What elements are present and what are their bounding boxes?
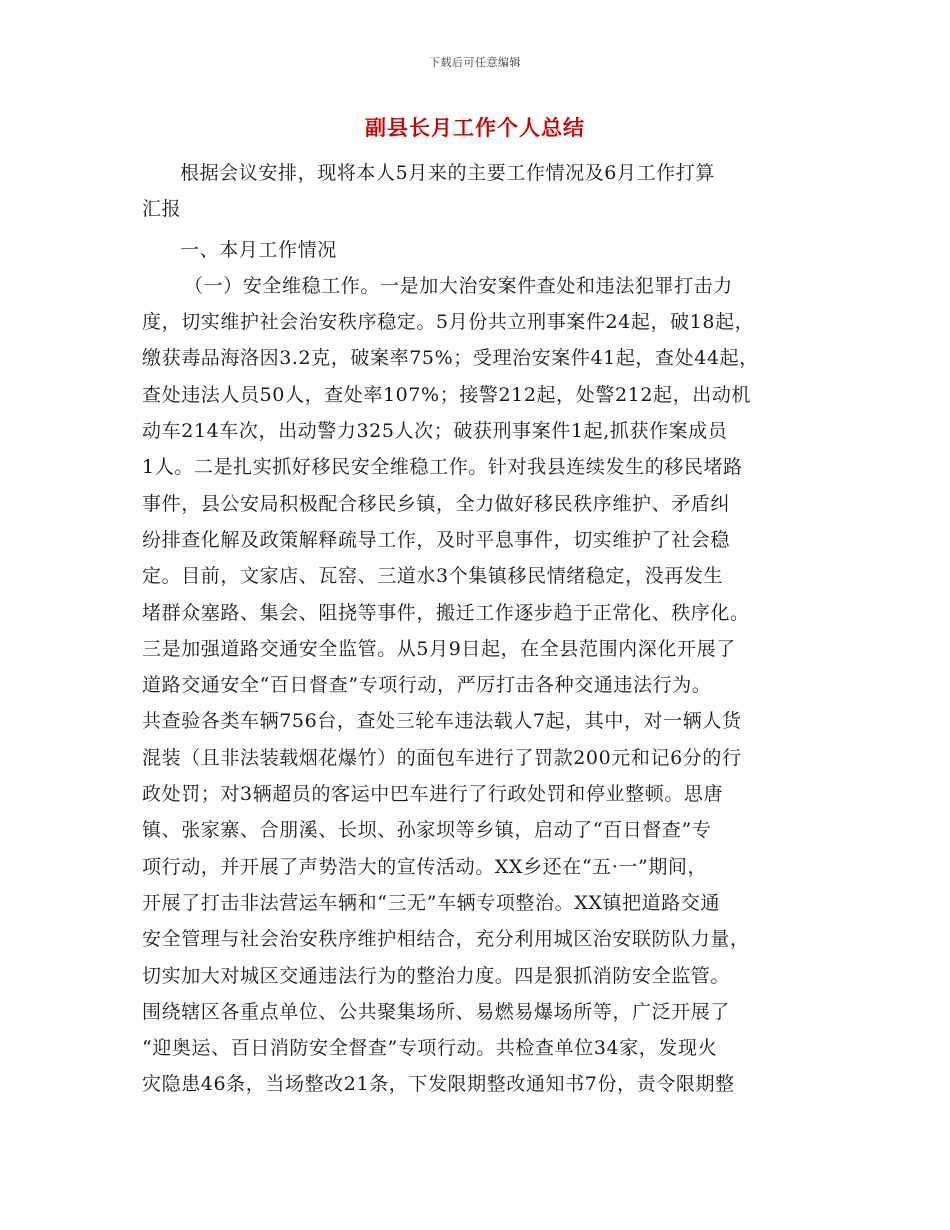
paragraph-line: 道路交通安全“百日督查”专项行动，严厉打击各种交通违法行为。 [142,674,712,697]
paragraph-line: 1人。二是扎实抓好移民安全维稳工作。针对我县连续发生的移民堵路 [142,456,743,479]
paragraph-line: 围绕辖区各重点单位、公共聚集场所、易燃易爆场所等，广泛开展了 [142,1000,731,1023]
header-note: 下载后可任意编辑 [429,56,521,69]
paragraph-line: “迎奥运、百日消防安全督查”专项行动。共检查单位34家，发现火 [142,1037,718,1060]
paragraph-line: 度，切实维护社会治安秩序稳定。5月份共立刑事案件24起，破18起， [142,311,755,334]
paragraph-line: 汇报 [142,198,182,221]
paragraph-line: 根据会议安排，现将本人5月来的主要工作情况及6月工作打算 [180,162,715,184]
document-title: 副县长月工作个人总结 [365,115,585,140]
paragraph-line: 查处违法人员50人，查处率107%；接警212起，处警212起，出动机 [142,383,752,406]
paragraph-line: 定。目前，文家店、瓦窑、三道水3个集镇移民情绪稳定，没再发生 [142,565,724,588]
paragraph-line: 镇、张家寨、合朋溪、长坝、孙家坝等乡镇，启动了“百日督查”专 [142,819,712,842]
paragraph-line: 堵群众塞路、集会、阻挠等事件，搬迁工作逐步趋于正常化、秩序化。 [142,601,750,624]
paragraph-line: 纷排查化解及政策解释疏导工作，及时平息事件，切实维护了社会稳 [142,528,731,551]
paragraph-line: 切实加大对城区交通违法行为的整治力度。四是狠抓消防安全监管。 [142,964,731,987]
document-body [142,155,808,1103]
paragraph-line: 混装（且非法装载烟花爆竹）的面包车进行了罚款200元和记6分的行 [142,746,742,769]
paragraph-line: 开展了打击非法营运车辆和“三无”车辆专项整治。XX镇把道路交通 [142,891,721,914]
section-heading: 一、本月工作情况 [180,238,337,261]
paragraph-line: （一）安全维稳工作。一是加大治安案件查处和违法犯罪打击力 [184,274,733,297]
paragraph-line: 政处罚；对3辆超员的客运中巴车进行了行政处罚和停业整顿。思唐 [142,783,724,806]
paragraph-line: 动车214车次，出动警力325人次；破获刑事案件1起,抓获作案成员 [142,420,728,443]
paragraph-line: 共查验各类车辆756台，查处三轮车违法载人7起，其中，对一辆人货 [142,710,742,733]
paragraph-line: 安全管理与社会治安秩序维护相结合，充分利用城区治安联防队力量， [142,928,750,951]
paragraph-line: 缴获毒品海洛因3.2克，破案率75%；受理治安案件41起，查处44起， [142,347,759,370]
paragraph-line: 三是加强道路交通安全监管。从5月9日起，在全县范围内深化开展了 [142,637,736,660]
paragraph-line: 项行动，并开展了声势浩大的宣传活动。XX乡还在“五·一”期间， [142,855,708,878]
paragraph-line: 事件，县公安局积极配合移民乡镇，全力做好移民秩序维护、矛盾纠 [142,492,731,515]
paragraph-line: 灾隐患46条，当场整改21条，下发限期整改通知书7份，责令限期整 [142,1073,735,1096]
